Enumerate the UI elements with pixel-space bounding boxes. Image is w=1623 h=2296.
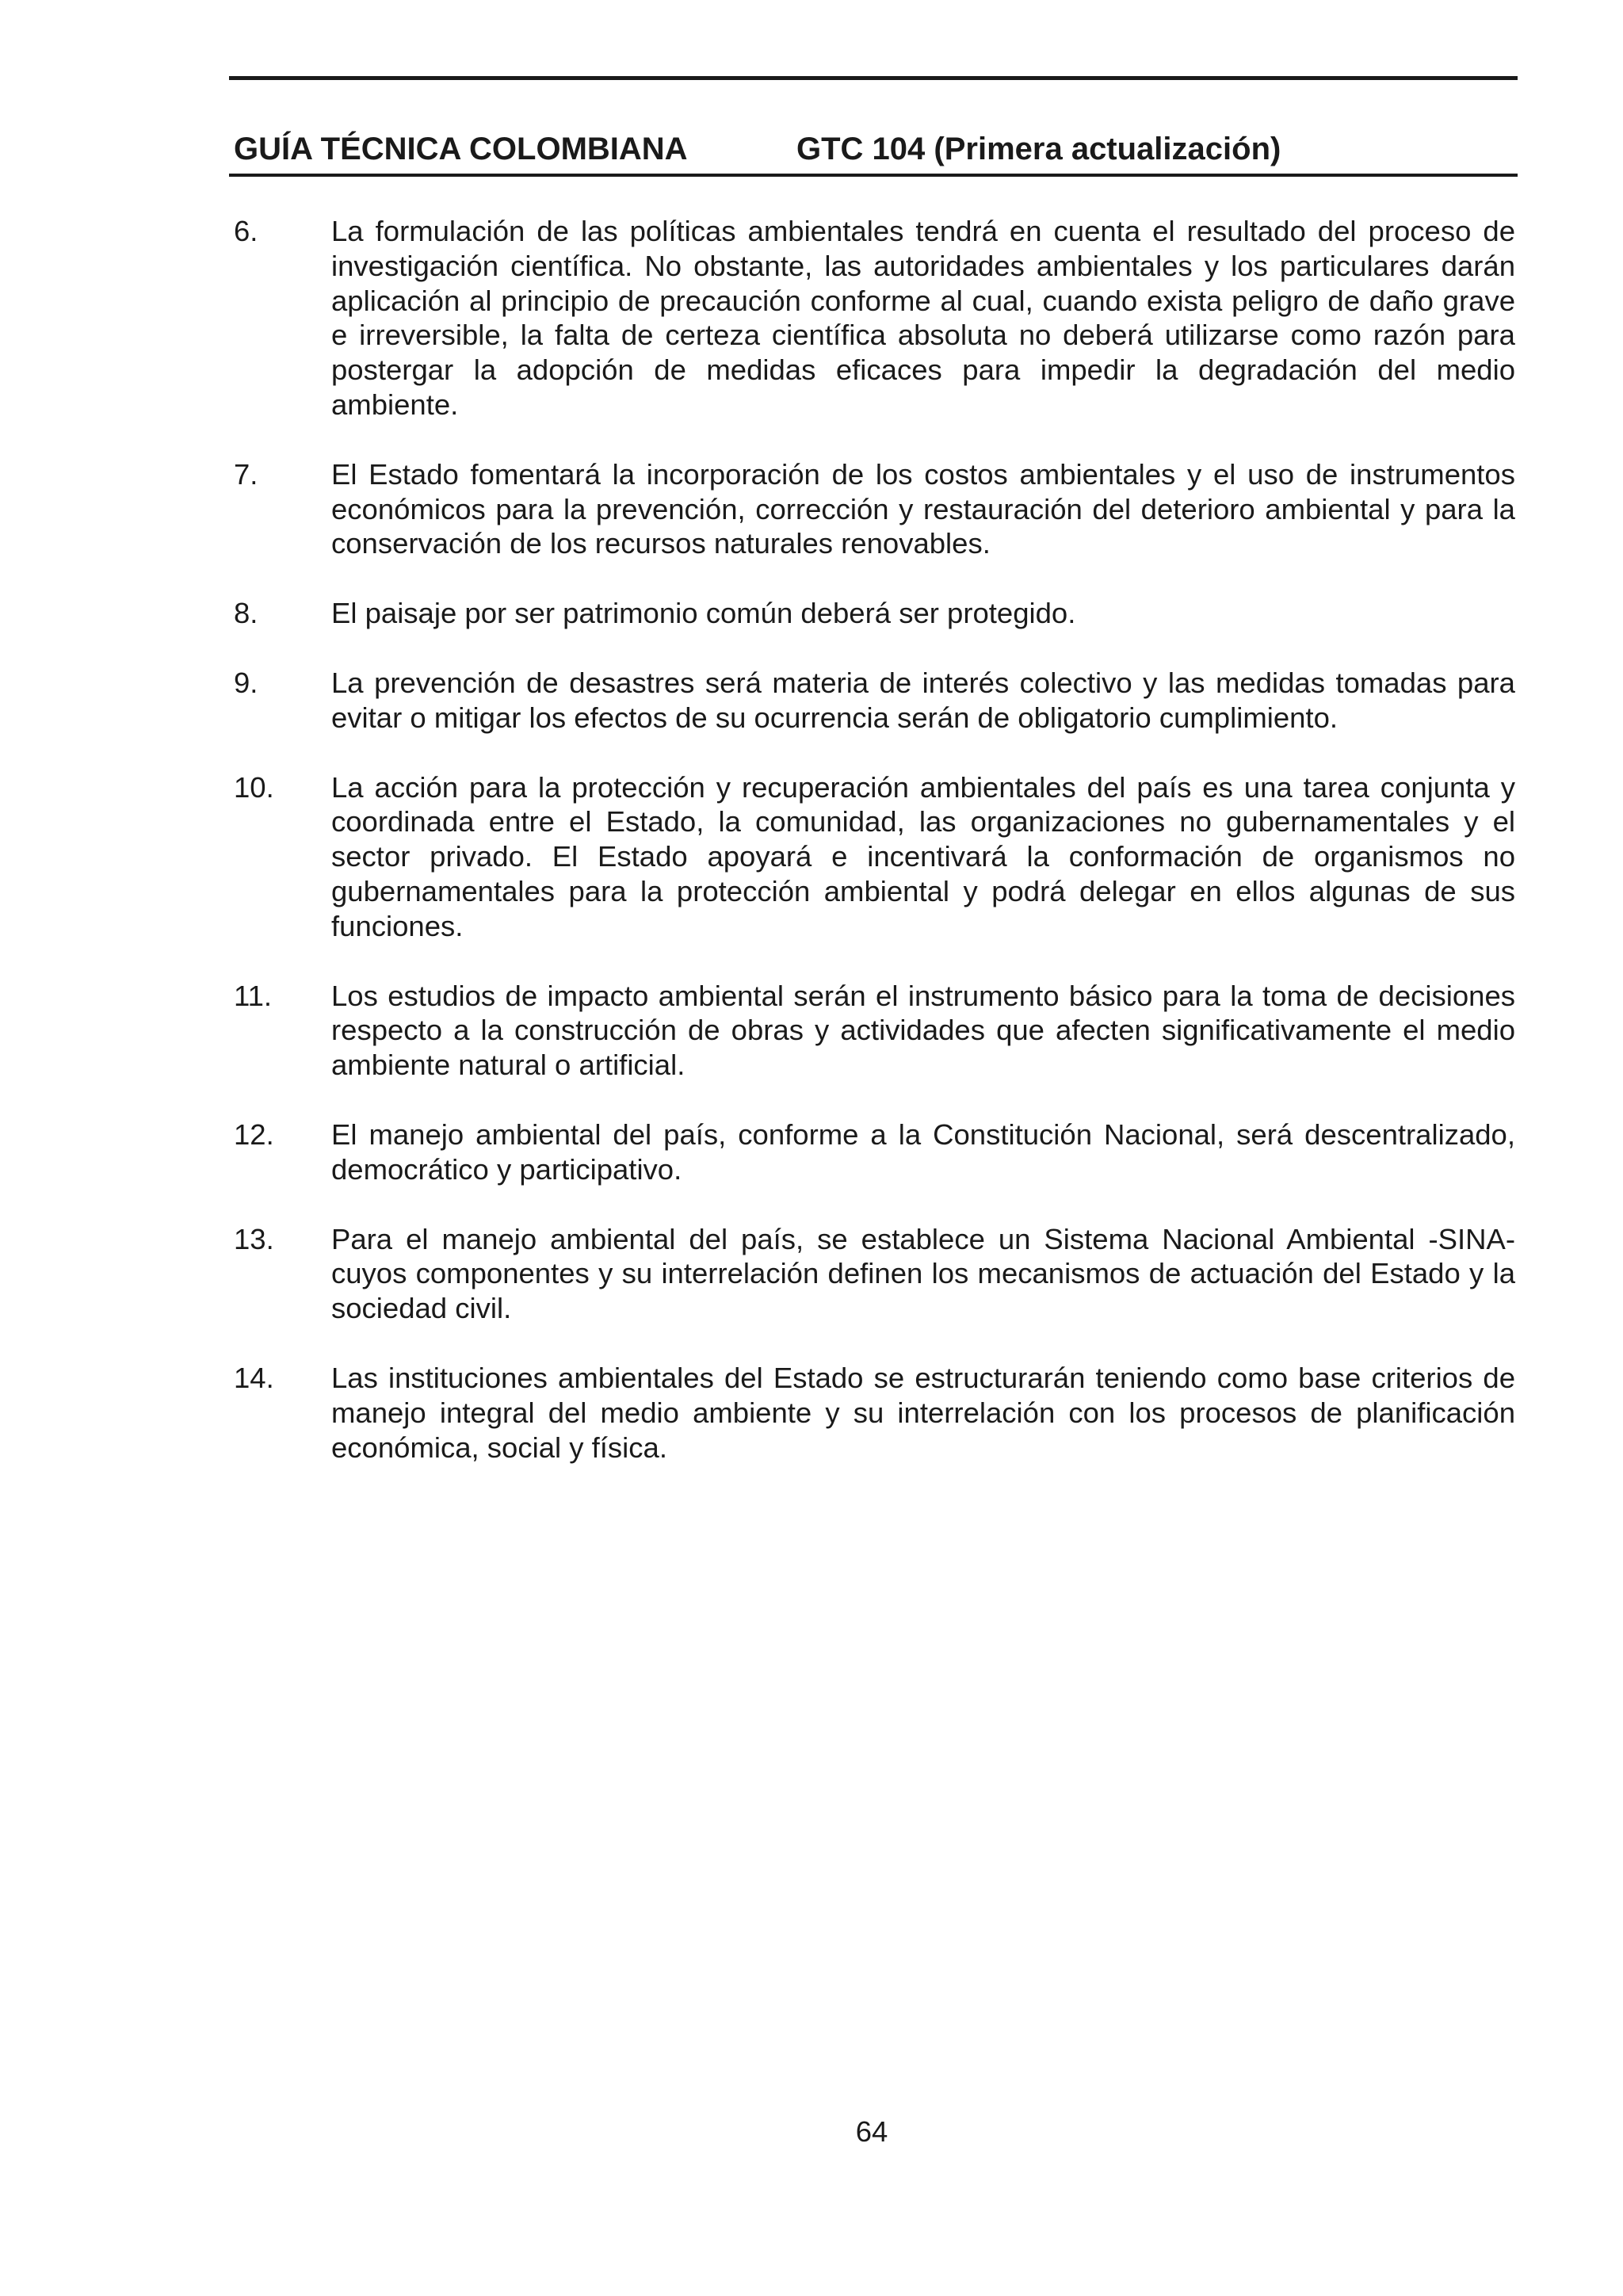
list-item-text: La acción para la protección y recuperación ambientales del país es una tarea conjunta y coordinada entre el Estado, la comunidad, las organizaciones no gubernamentales y el sector privado. El Estado apoyará e incentivará la conformación de organismos no gubernamentales para la protección ambiental y podrá delegar en ellos algunas de sus funciones.	[331, 770, 1515, 942]
list-item	[234, 979, 1515, 1083]
page-number: 64	[855, 2115, 888, 2148]
list-item	[234, 770, 1515, 944]
list-item	[234, 214, 1515, 422]
list-item-text: La prevención de desastres será materia de interés colectivo y las medidas tomadas para evitar o mitigar los efectos de su ocurrencia serán de obligatorio cumplimiento.	[331, 666, 1515, 734]
list-item-number: 8.	[234, 597, 258, 630]
header-title: GUÍA TÉCNICA COLOMBIANA	[234, 132, 688, 166]
list-item	[234, 666, 1515, 735]
list-item	[234, 1361, 1515, 1465]
list-item	[234, 1222, 1515, 1326]
list-item-number: 9.	[234, 666, 258, 699]
list-item-text: El paisaje por ser patrimonio común deberá ser protegido.	[331, 597, 1076, 630]
list-item-text: Los estudios de impacto ambiental serán el instrumento básico para la toma de decisiones respecto a la construcción de obras y actividades que afecten significativamente el medio ambiente natural o artificial.	[331, 979, 1515, 1082]
page-header	[234, 127, 1518, 171]
list-item-number: 6.	[234, 215, 258, 247]
list-item-number: 7.	[234, 457, 258, 491]
header-rule	[229, 174, 1518, 177]
list-item-text: El manejo ambiental del país, conforme a la Constitución Nacional, será descentralizado, democrático y participativo.	[331, 1117, 1515, 1186]
list-item-text: La formulación de las políticas ambientales tendrá en cuenta el resultado del proceso de investigación científica. No obstante, las autoridades ambientales y los particulares darán aplicación al principio de precaución conforme al cual, cuando exista peligro de daño grave e irreversible, la falta de certeza científica absoluta no deberá utilizarse como razón para postergar la adopción de medidas eficaces para impedir la degradación del medio ambiente.	[331, 215, 1515, 421]
top-rule	[229, 76, 1518, 80]
list-item-number: 12.	[234, 1117, 274, 1151]
list-item-number: 13.	[234, 1222, 274, 1255]
list-item	[234, 457, 1515, 561]
list-item-number: 10.	[234, 770, 274, 804]
numbered-list	[234, 214, 1515, 1499]
list-item	[234, 1117, 1515, 1187]
list-item-number: 11.	[234, 979, 273, 1012]
list-item-text: Las instituciones ambientales del Estado se estructurarán teniendo como base criterios de manejo integral del medio ambiente y su interrelación con los procesos de planificación económica, social y física.	[331, 1361, 1515, 1464]
list-item-number: 14.	[234, 1361, 274, 1394]
list-item-text: El Estado fomentará la incorporación de los costos ambientales y el uso de instrumentos económicos para la prevención, corrección y restauración del deterioro ambiental y para la conservación de los recursos naturales renovables.	[331, 457, 1515, 560]
header-document-code: GTC 104 (Primera actualización)	[796, 132, 1281, 166]
list-item-text: Para el manejo ambiental del país, se establece un Sistema Nacional Ambiental -SINA- cuyos componentes y su interrelación definen los mecanismos de actuación del Estado y la sociedad civil.	[331, 1222, 1515, 1325]
list-item	[234, 596, 1515, 631]
